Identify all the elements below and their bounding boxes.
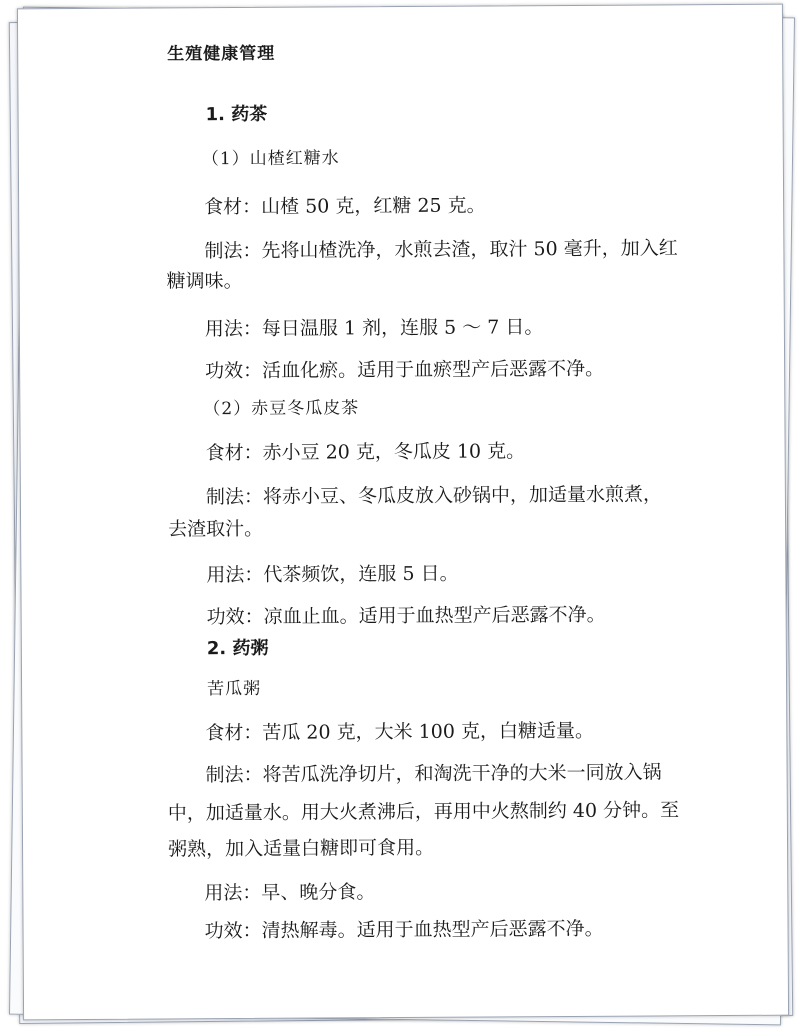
recipe-title: 苦瓜粥 [207,678,262,700]
recipe-method-cont: 去渣取汁。 [168,517,264,541]
recipe-method-cont: 粥熟，加入适量白糖即可食用。 [167,836,435,861]
recipe-usage: 用法：每日温服 1 剂，连服 5 ～ 7 日。 [204,316,544,341]
recipe-title: （1）山楂红糖水 [201,148,340,170]
recipe-effect: 功效：清热解毒。适用于血热型产后恶露不净。 [204,917,604,943]
section-heading: 1. 药茶 [205,103,268,126]
recipe-method: 制法：将苦瓜洗净切片，和淘洗干净的大米一同放入锅 [205,761,662,787]
recipe-usage: 用法：早、晚分食。 [204,881,376,905]
section-heading: 2. 药粥 [206,637,269,660]
recipe-method-cont: 中，加适量水。用大火煮沸后，再用中火熬制约 40 分钟。至 [167,799,680,825]
running-head: 生殖健康管理 [167,43,276,65]
document-page [17,4,787,1019]
recipe-method: 制法：将赤小豆、冬瓜皮放入砂锅中，加适量水煎煮， [205,483,662,509]
recipe-title: （2）赤豆冬瓜皮茶 [203,398,360,420]
recipe-effect: 功效：凉血止血。适用于血热型产后恶露不净。 [206,603,606,629]
recipe-method-cont: 糖调味。 [166,269,243,293]
recipe-method: 制法：先将山楂洗净，水煎去渣，取汁 50 毫升，加入红 [204,237,678,263]
recipe-ingredients: 食材：赤小豆 20 克，冬瓜皮 10 克。 [205,440,526,465]
recipe-ingredients: 食材：山楂 50 克，红糖 25 克。 [204,194,486,219]
recipe-ingredients: 食材：苦瓜 20 克，大米 100 克，白糖适量。 [205,719,595,745]
recipe-effect: 功效：活血化瘀。适用于血瘀型产后恶露不净。 [205,357,605,383]
recipe-usage: 用法：代茶频饮，连服 5 日。 [206,562,459,587]
